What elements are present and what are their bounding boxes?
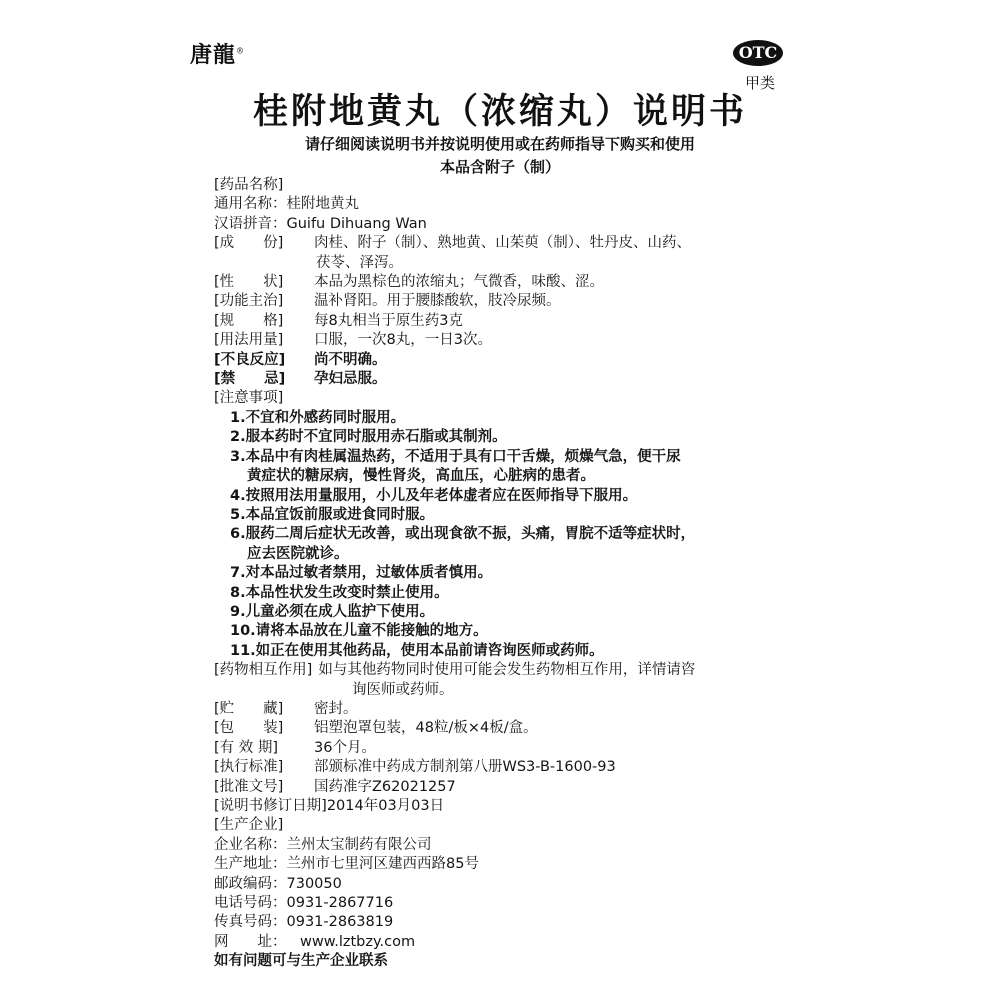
adverse-row	[214, 351, 854, 370]
validity-label: [有 效 期]	[214, 739, 279, 756]
validity-row	[214, 739, 854, 758]
function-value: 温补肾阳。用于腰膝酸软，肢冷尿频。	[314, 293, 561, 310]
otc-badge: OTC	[733, 40, 783, 66]
interaction-continued: 询医师或药师。	[352, 681, 454, 698]
precaution-item: 5.本品宜饭前服或进食同时服。	[230, 506, 435, 523]
function-label: [功能主治]	[214, 293, 284, 310]
phone-number: 电话号码：0931-2867716	[214, 895, 394, 912]
company-address: 生产地址：兰州市七里河区建西西路85号	[214, 856, 479, 873]
standard-row	[214, 758, 854, 777]
leaflet-body	[214, 176, 854, 972]
precaution-item: 4.按照用法用量服用，小儿及年老体虚者应在医师指导下服用。	[230, 487, 638, 504]
interaction-value: 如与其他药物同时使用可能会发生药物相互作用，详情请咨	[318, 662, 696, 679]
contraindication-label: [禁 忌]	[214, 371, 286, 388]
package-label: [包 装]	[214, 720, 284, 737]
approval-value: 国药准字Z62021257	[314, 778, 456, 795]
character-row	[214, 273, 854, 292]
manufacturer-label: [生产企业]	[214, 817, 284, 834]
function-row	[214, 292, 854, 311]
usage-row	[214, 331, 854, 350]
interaction-row	[214, 661, 854, 680]
generic-name: 通用名称：桂附地黄丸	[214, 196, 359, 213]
precaution-item: 7.对本品过敏者禁用，过敏体质者慎用。	[230, 565, 493, 582]
contact-footer: 如有问题可与生产企业联系	[214, 953, 388, 970]
precautions-label: [注意事项]	[214, 390, 284, 407]
contraindication-value: 孕妇忌服。	[314, 371, 387, 388]
precaution-item: 10.请将本品放在儿童不能接触的地方。	[230, 623, 488, 640]
adverse-label: [不良反应]	[214, 351, 286, 368]
ingredients-continued: 茯苓、泽泻。	[316, 254, 403, 271]
pinyin-name: 汉语拼音：Guifu Dihuang Wan	[214, 215, 427, 232]
validity-value: 36个月。	[314, 739, 376, 756]
website-link[interactable]: www.lztbzy.com	[300, 933, 416, 950]
approval-label: [批准文号]	[214, 778, 284, 795]
contraindication-row	[214, 370, 854, 389]
precaution-item: 1.不宜和外感药同时服用。	[230, 409, 406, 426]
ingredients-label: [成 份]	[214, 235, 284, 252]
storage-value: 密封。	[314, 700, 358, 717]
precaution-item-continued: 应去医院就诊。	[247, 545, 349, 562]
standard-label: [执行标准]	[214, 759, 284, 776]
revision-row	[214, 797, 854, 816]
postcode: 邮政编码：730050	[214, 875, 342, 892]
precaution-item: 2.服本药时不宜同时服用赤石脂或其制剂。	[230, 429, 507, 446]
ingredients-row	[214, 234, 854, 253]
package-row	[214, 719, 854, 738]
fax-number: 传真号码：0931-2863819	[214, 914, 394, 931]
storage-row	[214, 700, 854, 719]
document-title: 桂附地黄丸（浓缩丸）说明书	[252, 92, 747, 132]
package-value: 铝塑泡罩包装，48粒/板×4板/盒。	[314, 720, 538, 737]
brand-logo: 唐龍®	[190, 42, 246, 68]
precaution-item: 6.服药二周后症状无改善，或出现食欲不振，头痛，胃脘不适等症状时，	[230, 526, 696, 543]
precaution-item: 11.如正在使用其他药品，使用本品前请咨询医师或药师。	[230, 642, 604, 659]
precaution-item: 8.本品性状发生改变时禁止使用。	[230, 584, 449, 601]
usage-value: 口服，一次8丸，一日3次。	[314, 332, 492, 349]
reading-instruction: 请仔细阅读说明书并按说明使用或在药师指导下购买和使用	[304, 135, 695, 153]
precaution-item-continued: 黄症状的糖尿病，慢性肾炎，高血压，心脏病的患者。	[247, 468, 595, 485]
adverse-value: 尚不明确。	[314, 351, 387, 368]
spec-label: [规 格]	[214, 312, 284, 329]
aconite-notice: 本品含附子（制）	[439, 158, 560, 176]
interaction-label: [药物相互作用]	[214, 662, 313, 679]
standard-value: 部颁标准中药成方制剂第八册WS3-B-1600-93	[314, 759, 616, 776]
character-value: 本品为黑棕色的浓缩丸；气微香，味酸、涩。	[314, 274, 604, 291]
company-name: 企业名称：兰州太宝制药有限公司	[214, 836, 432, 853]
approval-row	[214, 778, 854, 797]
storage-label: [贮 藏]	[214, 700, 284, 717]
revision-value: 2014年03月03日	[326, 798, 445, 814]
otc-class-label: 甲类	[745, 74, 776, 92]
ingredients-value: 肉桂、附子（制）、熟地黄、山茱萸（制）、牡丹皮、山药、	[314, 235, 691, 252]
precaution-item: 3.本品中有肉桂属温热药，不适用于具有口干舌燥，烦燥气急，便干尿	[230, 448, 681, 465]
website-row	[214, 933, 854, 952]
precaution-item: 9.儿童必须在成人监护下使用。	[230, 603, 435, 620]
character-label: [性 状]	[214, 274, 284, 291]
spec-row	[214, 312, 854, 331]
section-drug-name: [药品名称]	[214, 177, 284, 193]
usage-label: [用法用量]	[214, 332, 284, 349]
spec-value: 每8丸相当于原生药3克	[314, 312, 463, 329]
website-label: 网 址：	[214, 933, 287, 950]
revision-label: [说明书修订日期]	[214, 798, 327, 814]
